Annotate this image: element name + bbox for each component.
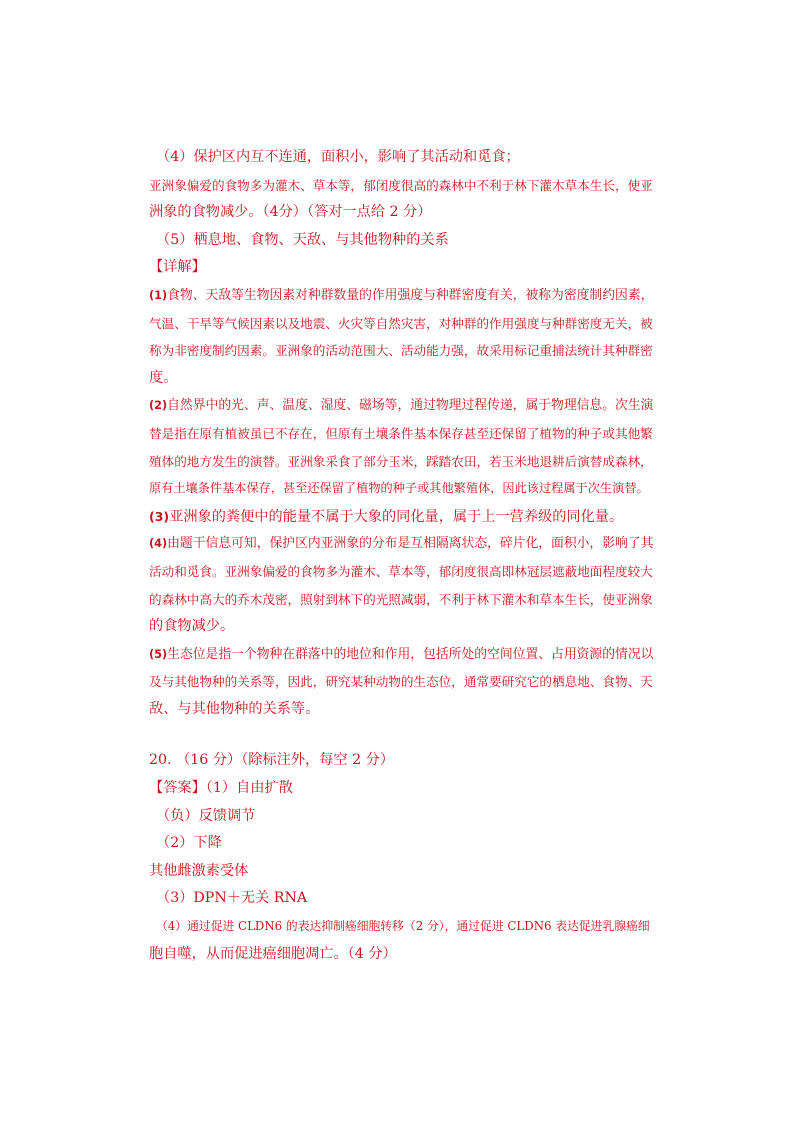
section5-line1: （5）栖息地、食物、天敌、与其他物种的关系 — [156, 231, 449, 248]
detail2-line1 — [149, 392, 655, 420]
detail1-line3: 称为非密度制约因素。亚洲象的活动范围大、活动能力强，故采用标记重捕法统计其种群密 — [149, 343, 653, 359]
detail4-line1 — [149, 530, 655, 558]
detail1-text1: 食物、天敌等生物因素对种群数量的作用强度与种群密度有关，被称为密度制约因素， — [167, 287, 654, 303]
section-gap — [149, 723, 655, 747]
q20-a2: （2）下降 — [156, 835, 222, 852]
detail2-line3: 殖体的地方发生的演替。亚洲象采食了部分玉米，踩踏农田，若玉米地退耕后演替成森林， — [149, 453, 653, 469]
q20-a3: （3）DPN＋无关 RNA — [156, 890, 308, 907]
detail1-line2: 气温、干旱等气候因素以及地震、火灾等自然灾害，对种群的作用强度与种群密度无关，被 — [149, 315, 653, 331]
q20-header: 20. （16 分）（除标注外，每空 2 分） — [149, 752, 395, 769]
section4-line1: （4）保护区内互不连通，面积小，影响了其活动和觅食； — [156, 149, 520, 165]
detail5-text1: 生态位是指一个物种在群落中的地位和作用，包括所处的空间位置、占用资源的情况以 — [167, 646, 654, 662]
detail2-line2: 替是指在原有植被虽已不存在，但原有土壤条件基本保存甚至还保留了植物的种子或其他繁 — [149, 425, 653, 441]
q20-a4-line1: （4）通过促进 CLDN6 的表达抑制癌细胞转移（2 分），通过促进 CLDN6 表达促进乳腺癌细 — [156, 919, 650, 934]
detail-heading: 【详解】 — [149, 259, 206, 276]
detail1-number: (1) — [149, 288, 168, 302]
section4-line2: 亚洲象偏爱的食物多为灌木、草本等，郁闭度很高的森林中不利于林下灌木草本生长，使亚 — [149, 177, 653, 193]
section4-line3: 洲象的食物减少。（4分）（答对一点给 2 分） — [149, 204, 432, 221]
detail2-text1: 自然界中的光、声、温度、湿度、磁场等，通过物理过程传递，属于物理信息。次生演 — [167, 398, 654, 414]
q20-a2b: 其他雌激素受体 — [149, 862, 249, 879]
detail4-line3: 的森林中高大的乔木茂密，照射到林下的光照减弱，不利于林下灌木和草本生长，使亚洲象 — [149, 591, 653, 607]
detail5-line1 — [149, 641, 655, 669]
detail4-line2: 活动和觅食。亚洲象偏爱的食物多为灌木、草本等，郁闭度很高即林冠层遮蔽地面程度较大 — [149, 563, 653, 579]
q20-answer-label: 【答案】 — [149, 780, 206, 797]
detail5-line2: 及与其他物种的关系等，因此，研究某种动物的生态位，通常要研究它的栖息地、食物、天 — [149, 674, 653, 690]
detail1-line4: 度。 — [149, 369, 178, 386]
q20-answer-line1 — [149, 775, 655, 803]
q20-a1: （1）自由扩散 — [205, 780, 293, 797]
detail2-number: (2) — [149, 399, 168, 413]
detail1-line1 — [149, 282, 655, 310]
q20-a1b: （负）反馈调节 — [156, 807, 256, 824]
detail5-line3: 敌、与其他物种的关系等。 — [149, 700, 320, 717]
detail3-number: (3) — [149, 508, 170, 524]
detail4-line4: 的食物减少。 — [149, 618, 235, 635]
detail5-number: (5) — [149, 647, 168, 661]
answer-content — [149, 144, 655, 968]
detail3-text1: 亚洲象的粪便中的能量不属于大象的同化量，属于上一营养级的同化量。 — [169, 508, 624, 525]
detail3-line1 — [149, 503, 655, 531]
detail4-text1: 由题干信息可知，保护区内亚洲象的分布是互相隔离状态，碎片化，面积小，影响了其 — [167, 536, 654, 552]
detail2-line4: 原有土壤条件基本保存，甚至还保留了植物的种子或其他繁殖体，因此该过程属于次生演替。 — [149, 481, 649, 496]
detail4-number: (4) — [149, 537, 168, 551]
q20-a4-line2: 胞自噬，从而促进癌细胞凋亡。（4 分） — [149, 945, 397, 962]
